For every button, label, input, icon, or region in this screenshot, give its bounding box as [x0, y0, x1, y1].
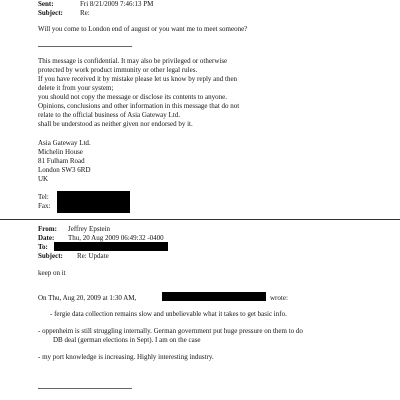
- signature-separator: [38, 388, 132, 389]
- disclaimer-line: you should not copy the message or disclose its contents to anyone.: [38, 93, 227, 101]
- fax-label: Fax:: [38, 202, 51, 210]
- to-label: To:: [38, 243, 48, 251]
- quote-attribution-prefix: On Thu, Aug 20, 2009 at 1:30 AM,: [38, 294, 137, 302]
- message-line: - oppenheim is still struggling internally. German government put huge pressure on them to do: [38, 327, 303, 335]
- subject-label: Subject:: [38, 252, 63, 260]
- disclaimer-line: If you have received it by mistake please let us know by reply and then: [38, 75, 238, 83]
- redaction-block: [162, 292, 266, 301]
- disclaimer-line: This message is confidential. It may also be privileged or otherwise: [38, 57, 228, 65]
- redaction-block: [54, 242, 168, 251]
- subject-value: Re:: [80, 9, 90, 17]
- address-line: Michelin House: [38, 148, 83, 156]
- sent-value: Fri 8/21/2009 7:46:13 PM: [80, 0, 154, 8]
- message-line: keep on it: [38, 269, 66, 277]
- subject-label: Subject:: [38, 9, 63, 17]
- subject-value: Re: Update: [77, 252, 109, 260]
- disclaimer-line: shall be understood as neither given nor endorsed by it.: [38, 120, 193, 128]
- message-line: - fergie data collection remains slow and unbelievable what it takes to get basic info.: [50, 310, 287, 318]
- disclaimer-line: delete it from your system;: [38, 84, 114, 92]
- message-line: - my port knowledge is increasing. Highly interesting industry.: [38, 353, 214, 361]
- address-line: Asia Gateway Ltd.: [38, 139, 91, 147]
- date-value: Thu, 20 Aug 2009 06:49:32 -0400: [68, 234, 164, 242]
- signature-separator: [38, 46, 132, 47]
- from-value: Jeffrey Epstein: [68, 225, 111, 233]
- message-line: DB deal (german elections in Sept). I am on the case: [53, 336, 201, 344]
- sent-label: Sent:: [38, 0, 54, 8]
- disclaimer-line: Opinions, conclusions and other information in this message that do not: [38, 102, 240, 110]
- date-label: Date:: [38, 234, 55, 242]
- disclaimer-line: relate to the official business of Asia Gateway Ltd.: [38, 111, 180, 119]
- address-line: 81 Fulham Road: [38, 157, 85, 165]
- from-label: From:: [38, 225, 57, 233]
- quote-attribution-suffix: wrote:: [270, 294, 288, 302]
- address-line: London SW3 6RD: [38, 166, 91, 174]
- address-line: UK: [38, 175, 49, 183]
- disclaimer-line: protected by work product immunity or other legal rules.: [38, 66, 198, 74]
- email-divider: [0, 219, 400, 220]
- email1-body-line: Will you come to London end of august or you want me to meet someone?: [38, 25, 248, 33]
- tel-label: Tel:: [38, 193, 49, 201]
- redaction-block: [57, 191, 130, 213]
